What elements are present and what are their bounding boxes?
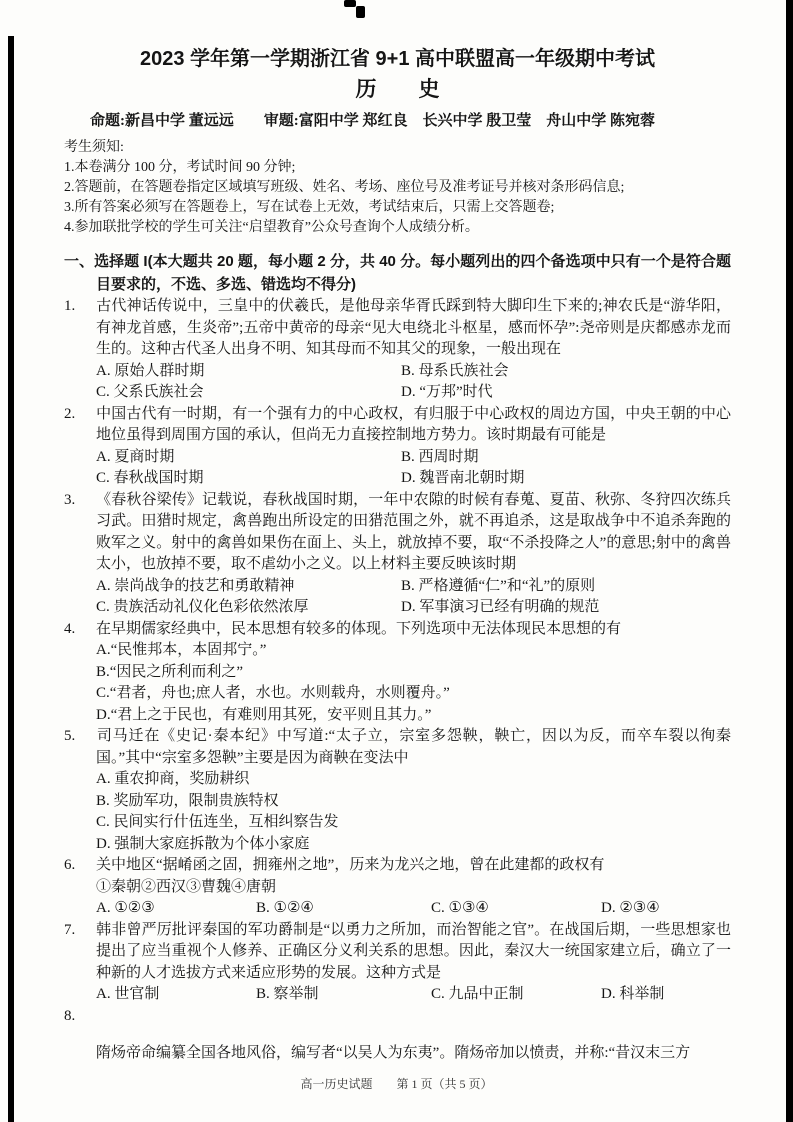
option-a: A. ①②③ [96,900,155,916]
option-d: D. 军事演习已经有明确的规范 [401,599,600,615]
question-2 [64,404,731,490]
option-a: A. 原始人群时期 [96,362,205,379]
option-c: C. 民间实行什伍连坐，互相纠察告发 [96,814,339,830]
option-a: A. 世官制 [96,986,160,1002]
question-sub-items: ①秦朝②西汉③曹魏④唐朝 [96,878,277,895]
authors-line: 命题:新昌中学 董远远 审题:富阳中学 郑红良 长兴中学 殷卫莹 舟山中学 陈宛蓉 [90,113,655,129]
option-b: B. 奖励军功，限制贵族特权 [96,792,279,809]
scan-artifact-right-bar [786,0,793,1122]
question-number: 1. [64,298,76,314]
question-stem: 4. 在早期儒家经典中，民本思想有较多的体现。下列选项中无法体现民本思想的有 [64,619,731,641]
question-stem: 7. 韩非曾严厉批评秦国的军功爵制是“以勇力之所加，而治智能之官”。在战国后期，一些思想家也提出了应当重视个人修养、正确区分义利关系的思想。因此，秦汉大一统国家建立后，确立了一种新的人才选拔方式来适应形势的发展。这种方式是 [64,921,731,981]
question-6 [64,855,731,920]
options-group [64,898,731,920]
option-c: C. 父系氏族社会 [96,384,204,400]
question-number: 8. [64,1007,76,1024]
option-d: D. 科举制 [601,986,665,1002]
option-d: D. 魏晋南北朝时期 [401,470,525,486]
question-3 [64,490,731,619]
option-c: C.“君者，舟也;庶人者，水也。水则载舟，水则覆舟。” [96,685,450,701]
option-b: B. 西周时期 [401,448,479,465]
question-number: 6. [64,857,76,873]
question-list [64,296,731,1065]
option-c: C. 贵族活动礼仪化色彩依然浓厚 [96,599,309,615]
option-b: B.“因民之所利而利之” [96,663,244,680]
options-group [64,984,731,1006]
question-stem: 3. 《春秋谷梁传》记载说，春秋战国时期，一年中农隙的时候有春蒐、夏苗、秋弥、冬狩四次练兵习武。田猎时规定，禽兽跑出所设定的田猎范围之外，就不再追杀，这是取战争中不追杀奔跑的败军之义。射中的禽兽如果伤在面上、头上，就放掉不要，取“不杀投降之人”的意思;射中的禽兽太小，也放掉不要，取不虐幼小之义。以上材料主要反映该时期 [64,491,731,572]
options-group [64,769,731,855]
exam-title: 2023 学年第一学期浙江省 9+1 高中联盟高一年级期中考试 [139,48,656,70]
notice-item: 4.参加联批学校的学生可关注“启望教育”公众号查询个人成绩分析。 [64,220,479,235]
question-5 [64,726,731,855]
question-material: 隋炀帝命编纂全国各地风俗，编写者“以吴人为东夷”。隋炀帝加以愤责，并称:“昔汉末三方 [96,1045,691,1061]
option-c: C. 春秋战国时期 [96,470,204,486]
section-title: 一、选择题 I(本大题共 20 题，每小题 2 分，共 40 分。每小题列出的四个备选项中只有一个是符合题目要求的，不选、多选、错选均不得分) [64,253,731,293]
option-b: B. ①②④ [256,900,314,916]
option-b: B. 母系氏族社会 [401,362,509,379]
notice-item: 2.答题前，在答题卷指定区域填写班级、姓名、考场、座位号及准考证号并核对条形码信息; [64,180,625,195]
notice-item: 3.所有答案必须写在答题卷上，写在试卷上无效，考试结束后，只需上交答题卷; [64,200,555,215]
question-4 [64,619,731,727]
question-number: 4. [64,620,76,637]
question-1 [64,296,731,404]
question-stem: 2. 中国古代有一时期，有一个强有力的中心政权，有归服于中心政权的周边方国，中央王朝的中心地位虽得到周围方国的承认，但尚无力直接控制地方势力。该时期最有可能是 [64,405,731,443]
scan-artifact-top-mark [344,0,356,7]
page-footer: 高一历史试题 第 1 页（共 5 页） [300,1077,493,1091]
option-d: D. ②③④ [601,900,660,916]
notice-item: 1.本卷满分 100 分，考试时间 90 分钟; [64,160,296,175]
exam-subject: 历 史 [355,78,440,101]
option-a: A.“民惟邦本，本固邦宁。” [96,642,267,658]
option-a: A. 夏商时期 [96,448,175,465]
option-a: A. 重农抑商，奖励耕织 [96,771,250,787]
question-stem: 6. 关中地区“据崤函之固，拥雍州之地”，历来为龙兴之地，曾在此建都的政权有 [64,855,731,877]
options-group [64,447,731,490]
scan-artifact-top-mark [356,6,365,18]
option-d: D.“君上之于民也，有难则用其死，安平则且其力。” [96,706,432,723]
scan-artifact-left-bar [8,36,14,1122]
option-a: A. 崇尚战争的技艺和勇敢精神 [96,577,295,594]
notice-heading: 考生须知: [64,140,124,155]
options-group [64,576,731,619]
question-8 [64,1006,731,1065]
question-number: 3. [64,491,76,508]
question-number: 2. [64,405,76,422]
question-7 [64,920,731,1006]
option-d: D. “万邦”时代 [401,384,493,400]
option-b: B. 严格遵循“仁”和“礼”的原则 [401,577,596,594]
option-b: B. 察举制 [256,986,319,1002]
option-d: D. 强制大家庭拆散为个体小家庭 [96,835,310,852]
notice-list [64,158,731,238]
options-group [64,361,731,404]
options-group [64,640,731,726]
question-number: 7. [64,921,76,938]
option-c: C. ①③④ [431,900,489,916]
question-number: 5. [64,728,76,744]
question-stem: 5. 司马迁在《史记·秦本纪》中写道:“太子立，宗室多怨鞅，鞅亡，因以为反，而卒车裂以徇秦国。”其中“宗室多怨鞅”主要是因为商鞅在变法中 [64,728,731,766]
question-stem: 1. 古代神话传说中，三皇中的伏羲氏，是他母亲华胥氏踩到特大脚印生下来的;神农氏是“游华阳，有神龙首感，生炎帝”;五帝中黄帝的母亲“见大电绕北斗枢星，感而怀孕”:尧帝则是庆都感赤龙而生的。这种古代圣人出身不明、知其母而不知其父的现象，一般出现在 [64,298,731,357]
option-c: C. 九品中正制 [431,986,524,1002]
question-stem [64,1006,731,1028]
